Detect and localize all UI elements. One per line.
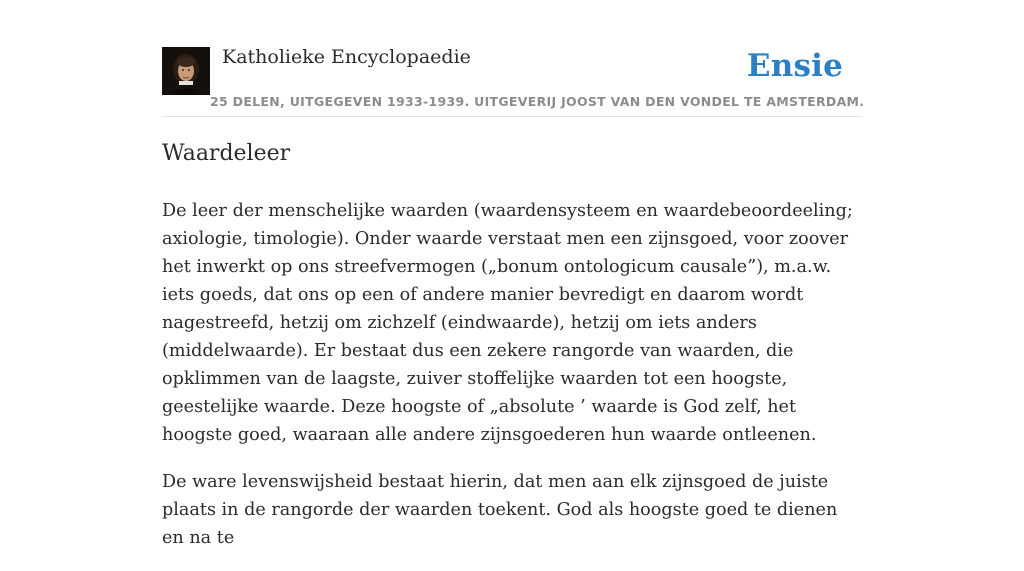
portrait-icon bbox=[162, 47, 210, 95]
source-title[interactable]: Katholieke Encyclopaedie bbox=[222, 46, 471, 68]
source-header bbox=[162, 44, 865, 117]
brand-logo[interactable]: Ensie bbox=[746, 48, 843, 84]
source-avatar-icon[interactable] bbox=[162, 47, 210, 95]
article-paragraph: De leer der menschelijke waarden (waardensysteem en waardebeoordeeling; axiologie, timologie). Onder waarde verstaat men een zijnsgoed, voor zoover het inwerkt op ons streefvermogen („bonum ontologicum causale”), m.a.w. iets goeds, dat ons op een of andere manier bevredigt en daarom wordt nagestreefd, hetzij om zichzelf (eindwaarde), hetzij om iets anders (middelwaarde). Er bestaat dus een zekere rangorde van waarden, die opklimmen van de laagste, zuiver stoffelijke waarden tot een hoogste, geestelijke waarde. Deze hoogste of „absolute ’ waarde is God zelf, het hoogste goed, waaraan alle andere zijnsgoederen hun waarde ontleenen. bbox=[162, 201, 853, 445]
article-paragraph: De ware levenswijsheid bestaat hierin, dat men aan elk zijnsgoed de juiste plaats in de rangorde der waarden toekent. God als hoogste goed te dienen en na te bbox=[162, 472, 838, 548]
article-title: Waardeleer bbox=[162, 141, 291, 166]
article bbox=[162, 136, 862, 571]
source-subtitle: 25 DELEN, UITGEGEVEN 1933-1939. UITGEVERIJ JOOST VAN DEN VONDEL TE AMSTERDAM. bbox=[210, 94, 865, 109]
